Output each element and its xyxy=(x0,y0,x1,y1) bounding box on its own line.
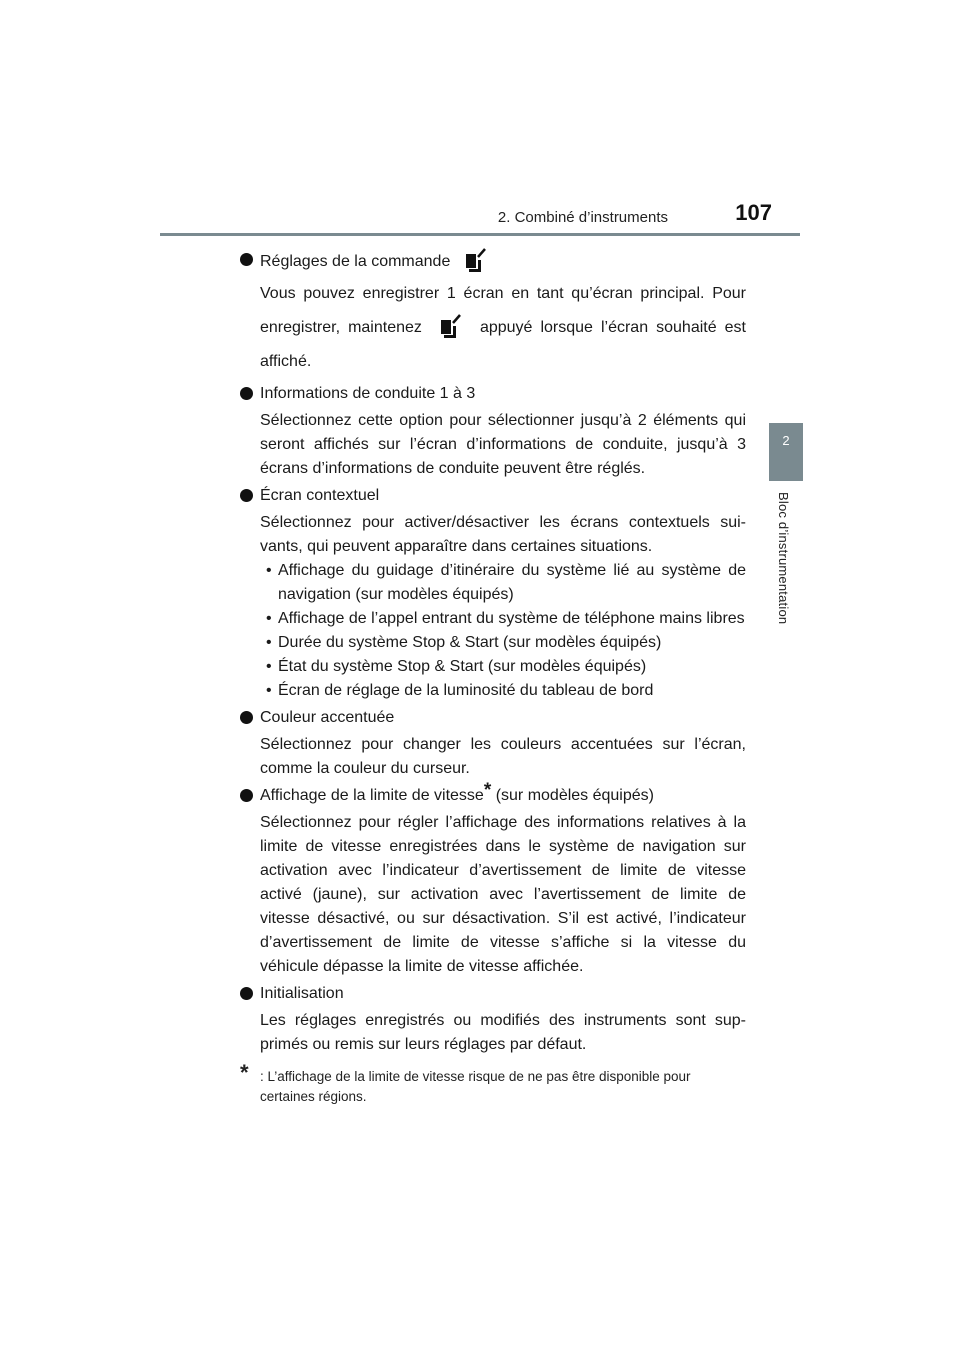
bullet-icon xyxy=(240,489,253,502)
steering-switch-icon xyxy=(463,248,489,272)
bullet-icon xyxy=(240,253,253,266)
item-description: Sélectionnez pour changer les couleurs accentuées sur l’écran, comme la couleur du curseur. xyxy=(260,736,746,777)
sub-item-text: Affichage de l’appel entrant du système de téléphone mains libres xyxy=(278,610,745,627)
list-item-initialization xyxy=(240,982,746,1006)
section-title: 2. Combiné d’instruments xyxy=(497,209,668,226)
main-content xyxy=(240,248,746,1107)
list-item-command-settings xyxy=(240,248,746,274)
chapter-number: 2 xyxy=(782,433,790,448)
item-title: Couleur accentuée xyxy=(260,709,395,726)
sub-list-item xyxy=(240,559,746,607)
sub-list-item xyxy=(240,607,746,631)
header-divider xyxy=(160,233,800,236)
bullet-icon xyxy=(240,789,253,802)
item-title: Initialisation xyxy=(260,985,344,1002)
sub-bullet: • xyxy=(266,610,272,627)
sub-list-item xyxy=(240,655,746,679)
list-item-accent-color xyxy=(240,706,746,730)
item-title: Écran contextuel xyxy=(260,487,380,504)
chapter-label: Bloc d’instrumentation xyxy=(776,492,791,625)
page-header xyxy=(160,200,800,234)
footnote-star: * xyxy=(240,1060,249,1085)
bullet-icon xyxy=(240,987,253,1000)
footnote-marker: * xyxy=(483,780,492,801)
desc-part-1: Vous pouvez enregistrer 1 écran en tant qu’écran principal. Pour enregistrer, maintenez xyxy=(260,285,746,336)
footnote xyxy=(240,1060,746,1107)
item-title: Réglages de la commande xyxy=(260,253,451,270)
sub-item-text: Durée du système Stop & Start (sur modèles équipés) xyxy=(278,634,662,651)
sub-bullet: • xyxy=(266,634,272,651)
item-description: Sélectionnez pour activer/désactiver les écrans contextuels sui-vants, qui peuvent apparaître dans certaines situations. xyxy=(260,514,746,555)
page-number: 107 xyxy=(735,200,772,225)
item-title: Informations de conduite 1 à 3 xyxy=(260,385,476,402)
steering-switch-icon xyxy=(438,314,464,338)
item-title: Affichage de la limite de vitesse xyxy=(260,787,484,804)
item-description xyxy=(240,277,746,379)
sub-bullet: • xyxy=(266,682,272,699)
list-item-speed-limit xyxy=(240,780,746,808)
sub-bullet: • xyxy=(266,658,272,675)
sub-list-item xyxy=(240,631,746,655)
desc-part-2: appuyé lorsque l’écran souhaité est affiché. xyxy=(260,319,746,370)
item-title-suffix: (sur modèles équipés) xyxy=(495,787,654,804)
bullet-icon xyxy=(240,711,253,724)
chapter-tab xyxy=(769,423,803,481)
bullet-icon xyxy=(240,387,253,400)
footnote-text: : L’affichage de la limite de vitesse risque de ne pas être disponible pour certaines régions. xyxy=(260,1069,691,1104)
item-description: Sélectionnez cette option pour sélectionner jusqu’à 2 éléments qui seront affichés sur l’écran d’informations de conduite, jusqu’à 3 écrans d’informations de conduite peuvent être réglés. xyxy=(260,412,746,477)
sub-item-text: Écran de réglage de la luminosité du tableau de bord xyxy=(278,682,654,699)
sub-list-item xyxy=(240,679,746,703)
sub-item-text: État du système Stop & Start (sur modèles équipés) xyxy=(278,658,647,675)
item-description: Sélectionnez pour régler l’affichage des informations relatives à la limite de vitesse enregistrées dans le système de navigation sur activation avec l’indicateur d’avertissement de limite de vitesse activé (jaune), sur activation avec l’avertissement de limite de vitesse désactivé, ou sur désactivation. S’il est activé, l’indicateur d’avertissement de limite de vitesse s’affiche si la vitesse du véhicule dépasse la limite de vitesse affichée. xyxy=(260,814,746,975)
list-item-popup-screen xyxy=(240,484,746,508)
sub-bullet: • xyxy=(266,562,272,579)
list-item-driving-info xyxy=(240,382,746,406)
item-description: Les réglages enregistrés ou modifiés des instruments sont sup-primés ou remis sur leurs réglages par défaut. xyxy=(260,1012,746,1053)
sub-item-text: Affichage du guidage d’itinéraire du système lié au système de navigation (sur modèles équipés) xyxy=(278,562,746,603)
